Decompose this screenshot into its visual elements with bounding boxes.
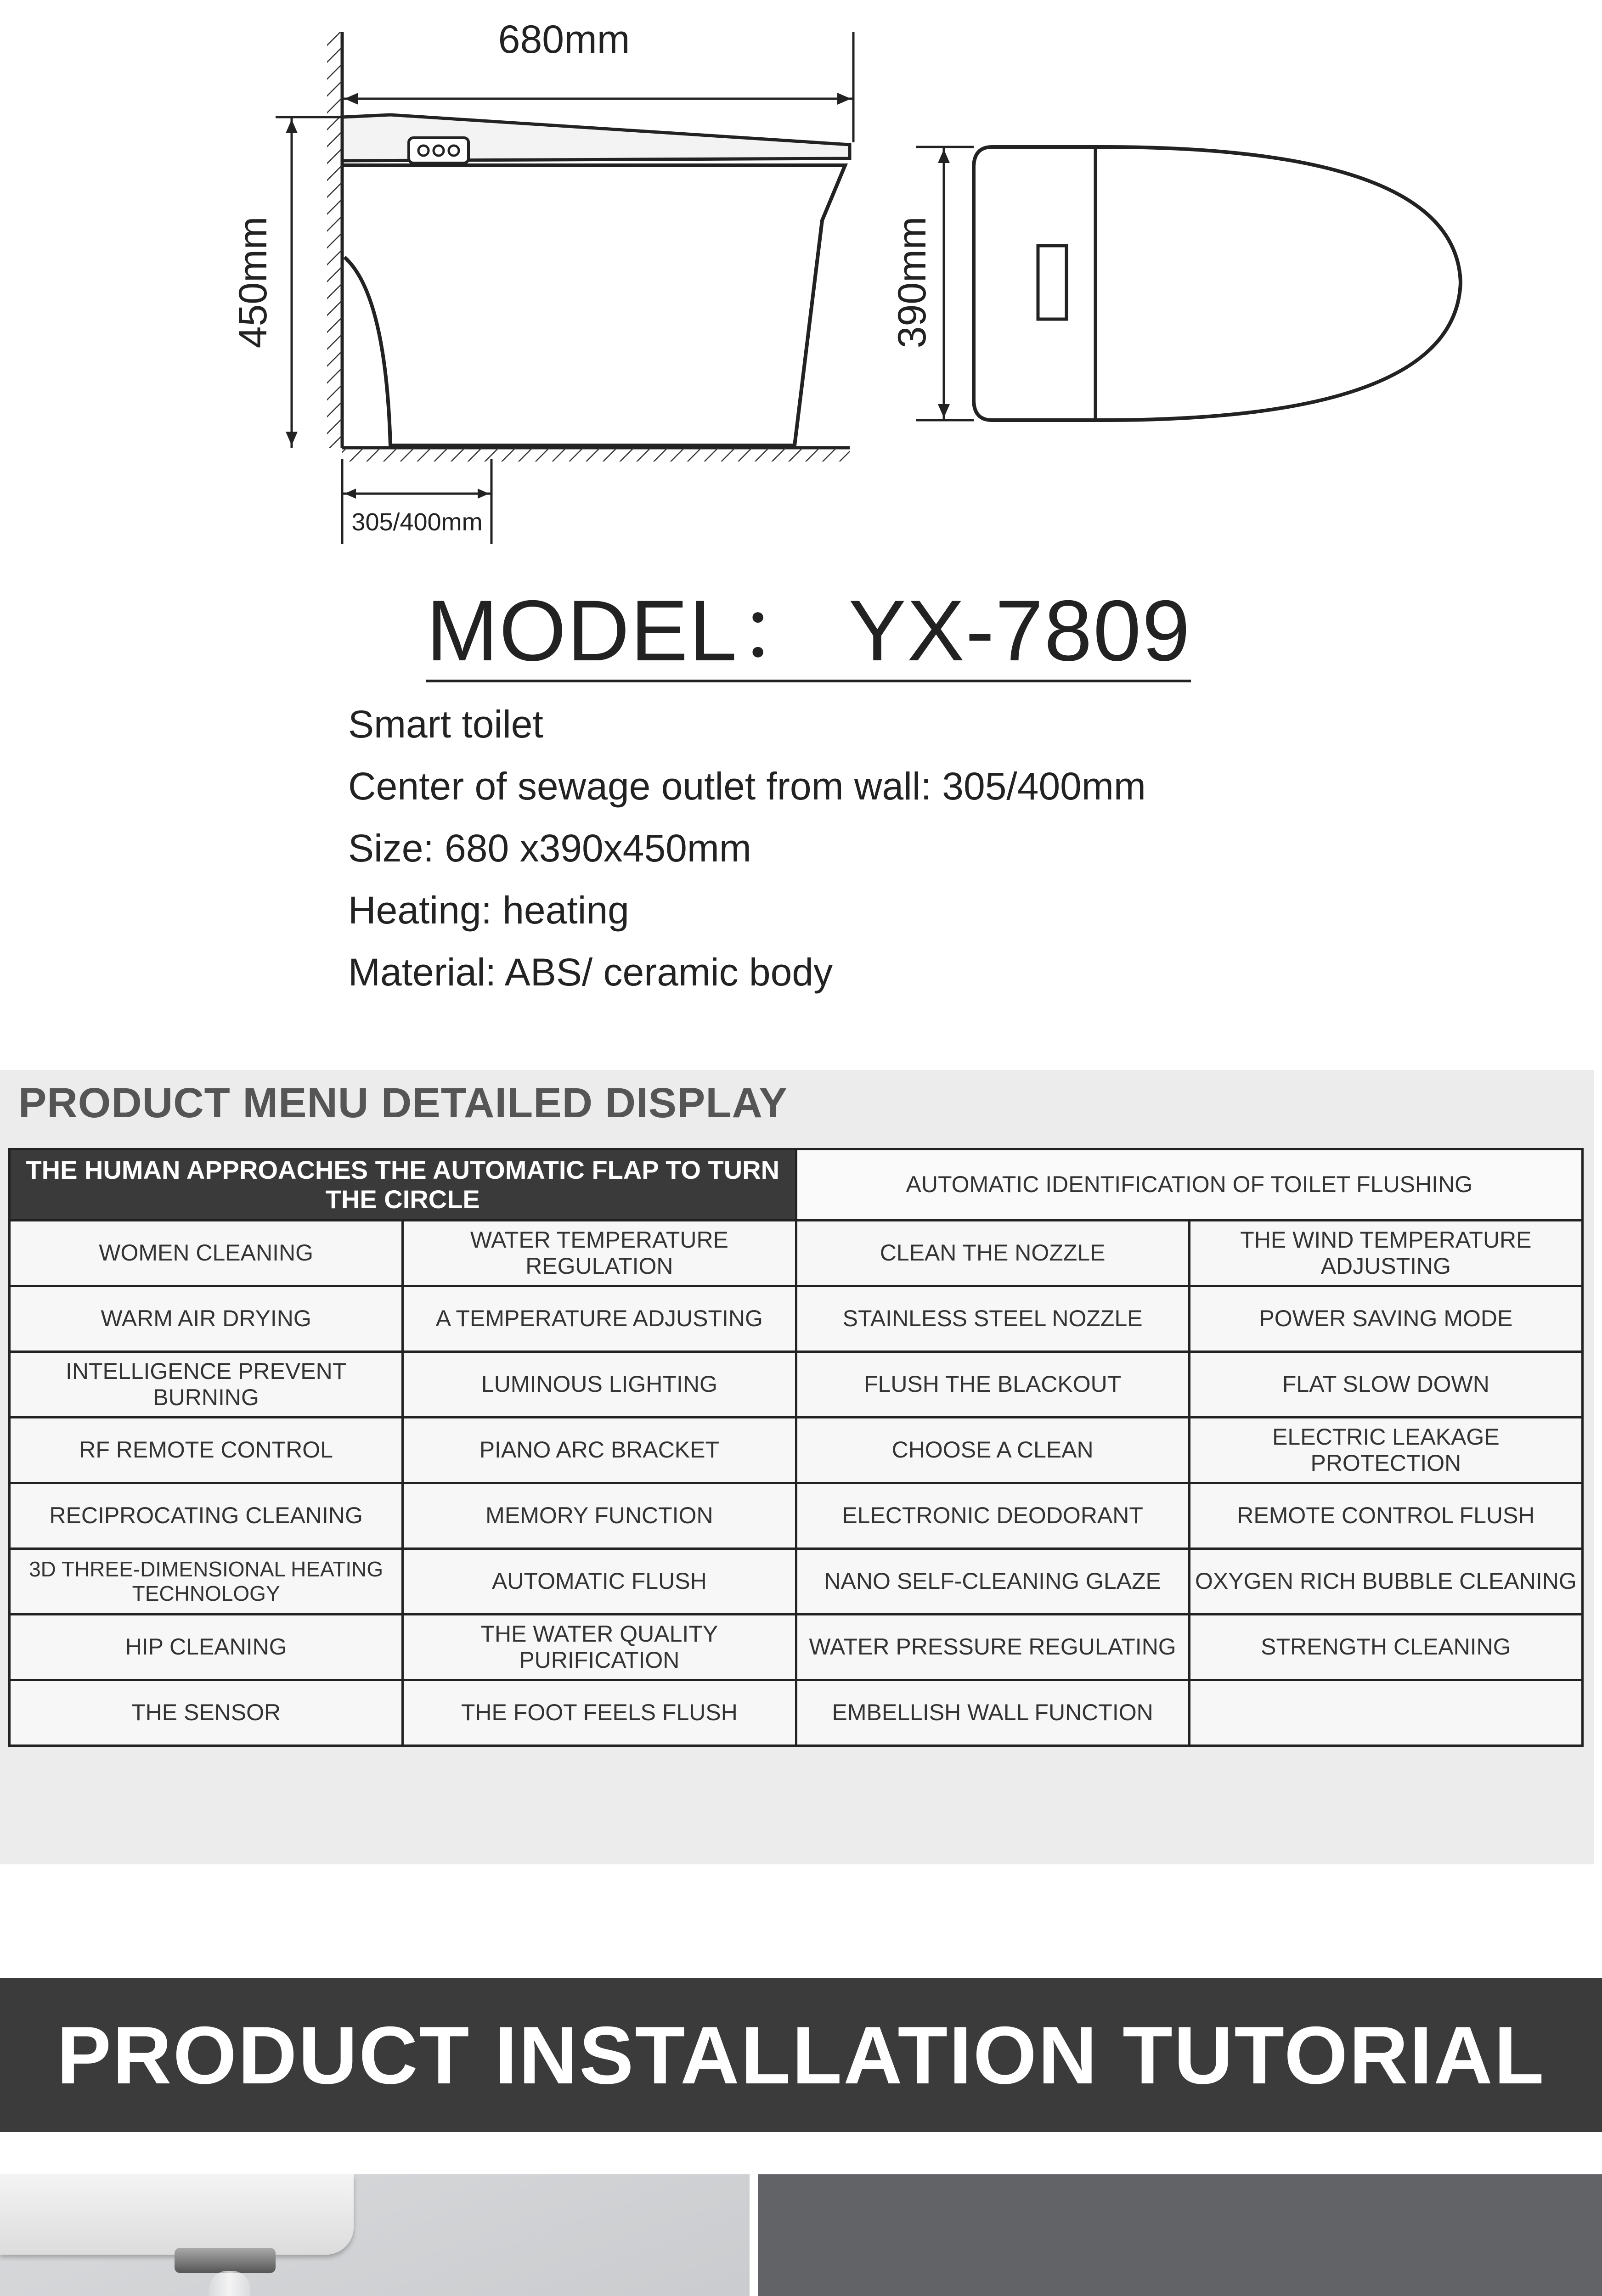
table-cell: WARM AIR DRYING [10, 1286, 403, 1352]
table-cell: REMOTE CONTROL FLUSH [1189, 1483, 1582, 1549]
hydraulic-test-photo [0, 2174, 750, 2296]
model-title: MODEL： YX-7809 [426, 585, 1191, 682]
table-cell: THE WIND TEMPERATURE ADJUSTING [1189, 1221, 1582, 1286]
table-cell: 3D THREE-DIMENSIONAL HEATING TECHNOLOGY [10, 1549, 403, 1615]
table-header-left: THE HUMAN APPROACHES THE AUTOMATIC FLAP TO TURN THE CIRCLE [10, 1149, 796, 1221]
table-cell: OXYGEN RICH BUBBLE CLEANING [1189, 1549, 1582, 1615]
table-cell: WATER PRESSURE REGULATING [796, 1615, 1189, 1680]
top-view [890, 147, 1461, 420]
table-cell: THE WATER QUALITY PURIFICATION [403, 1615, 796, 1680]
table-row [10, 1418, 1583, 1483]
table-cell: WOMEN CLEANING [10, 1221, 403, 1286]
table-cell: HIP CLEANING [10, 1615, 403, 1680]
table-cell: WATER TEMPERATURE REGULATION [403, 1221, 796, 1286]
table-cell: AUTOMATIC FLUSH [403, 1549, 796, 1615]
table-row [10, 1286, 1583, 1352]
faucet-image [0, 2174, 354, 2255]
table-cell: NANO SELF-CLEANING GLAZE [796, 1549, 1189, 1615]
table-cell: ELECTRONIC DEODORANT [796, 1483, 1189, 1549]
table-header-row [10, 1149, 1583, 1221]
table-cell: CHOOSE A CLEAN [796, 1418, 1189, 1483]
table-cell: INTELLIGENCE PREVENT BURNING [10, 1352, 403, 1418]
spec-line-2: Center of sewage outlet from wall: 305/400mm [348, 765, 1146, 808]
spec-line-1: Smart toilet [348, 703, 543, 746]
feature-table [8, 1148, 1584, 1747]
table-cell: RECIPROCATING CLEANING [10, 1483, 403, 1549]
table-row [10, 1483, 1583, 1549]
table-row [10, 1615, 1583, 1680]
table-cell: EMBELLISH WALL FUNCTION [796, 1680, 1189, 1746]
table-cell: FLUSH THE BLACKOUT [796, 1352, 1189, 1418]
installation-banner [0, 1978, 1602, 2132]
table-cell: STAINLESS STEEL NOZZLE [796, 1286, 1189, 1352]
pit-distance-diagram [758, 2174, 1602, 2296]
table-row [10, 1549, 1583, 1615]
spec-line-5: Material: ABS/ ceramic body [348, 951, 833, 994]
table-cell: RF REMOTE CONTROL [10, 1418, 403, 1483]
table-cell [1189, 1680, 1582, 1746]
table-row [10, 1680, 1583, 1746]
table-row [10, 1221, 1583, 1286]
water-stream [209, 2271, 250, 2296]
installation-title: PRODUCT INSTALLATION TUTORIAL [56, 2009, 1546, 2101]
table-cell: MEMORY FUNCTION [403, 1483, 796, 1549]
table-header-right: AUTOMATIC IDENTIFICATION OF TOILET FLUSHING [796, 1149, 1583, 1221]
side-view [231, 17, 853, 544]
length-label: 680mm [498, 17, 630, 62]
spec-line-3: Size: 680 x390x450mm [348, 827, 751, 870]
height-label: 450mm [231, 216, 275, 349]
table-cell: A TEMPERATURE ADJUSTING [403, 1286, 796, 1352]
table-cell: POWER SAVING MODE [1189, 1286, 1582, 1352]
table-cell: STRENGTH CLEANING [1189, 1615, 1582, 1680]
outlet-label: 305/400mm [351, 508, 483, 536]
product-menu-title: PRODUCT MENU DETAILED DISPLAY [18, 1080, 788, 1126]
table-cell: LUMINOUS LIGHTING [403, 1352, 796, 1418]
faucet-spout [175, 2248, 276, 2273]
dimension-drawings [0, 0, 1602, 551]
spec-line-4: Heating: heating [348, 889, 629, 932]
table-cell: CLEAN THE NOZZLE [796, 1221, 1189, 1286]
table-cell: ELECTRIC LEAKAGE PROTECTION [1189, 1418, 1582, 1483]
table-cell: FLAT SLOW DOWN [1189, 1352, 1582, 1418]
table-cell: THE SENSOR [10, 1680, 403, 1746]
table-row [10, 1352, 1583, 1418]
width-label: 390mm [890, 216, 934, 349]
table-cell: PIANO ARC BRACKET [403, 1418, 796, 1483]
table-cell: THE FOOT FEELS FLUSH [403, 1680, 796, 1746]
